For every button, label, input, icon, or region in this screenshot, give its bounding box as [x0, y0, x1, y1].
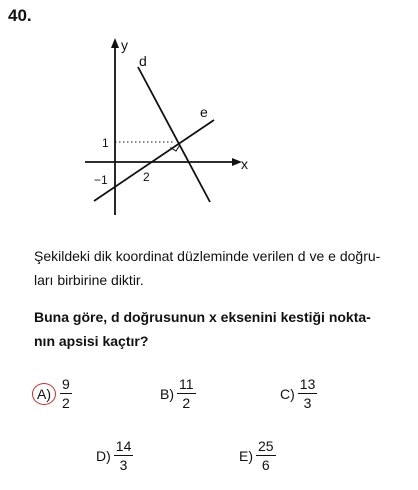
- option-a-fraction: [60, 376, 72, 411]
- option-d-denominator: 3: [119, 457, 128, 473]
- option-e-numerator: 25: [258, 438, 274, 454]
- line-e: [94, 120, 214, 201]
- option-a-denominator: 2: [62, 395, 70, 411]
- coordinate-figure: [0, 0, 418, 240]
- option-a-letter: A): [32, 383, 56, 405]
- question-stem: [34, 244, 404, 292]
- option-e-denominator: 6: [261, 457, 270, 473]
- y-axis-label: y: [121, 37, 128, 53]
- option-a[interactable]: [32, 376, 72, 411]
- tick-y-positive: 1: [102, 136, 109, 150]
- y-axis-arrow: [111, 38, 119, 48]
- option-d-fraction: [114, 438, 134, 473]
- option-d-numerator: 14: [115, 438, 132, 454]
- option-c-letter: C): [280, 385, 295, 402]
- option-b[interactable]: [160, 376, 196, 411]
- option-c-fraction: [298, 376, 318, 411]
- question-number: 40.: [8, 6, 32, 25]
- prompt-line-2: nın apsisi kaçtır?: [34, 333, 149, 349]
- option-d[interactable]: [96, 438, 133, 473]
- option-b-denominator: 2: [182, 395, 191, 411]
- prompt-line-1: Buna göre, d doğrusunun x eksenini kestiği nokta-: [34, 309, 371, 325]
- option-b-numerator: 11: [179, 376, 194, 392]
- option-d-letter: D): [96, 447, 111, 464]
- stem-line-1: Şekildeki dik koordinat düzleminde verilen d ve e doğru-: [34, 248, 381, 264]
- option-a-numerator: 9: [62, 376, 70, 392]
- question-prompt: [34, 305, 404, 353]
- tick-x: 2: [143, 170, 150, 184]
- option-e-letter: E): [239, 447, 253, 464]
- line-e-label: e: [200, 104, 208, 120]
- option-c-denominator: 3: [303, 395, 312, 411]
- option-b-fraction: [177, 376, 196, 411]
- tick-y-negative: −1: [94, 173, 108, 187]
- x-axis-label: x: [241, 156, 248, 172]
- option-c-numerator: 13: [299, 376, 316, 392]
- line-d-label: d: [139, 53, 147, 69]
- stem-line-2: ları birbirine diktir.: [34, 272, 144, 288]
- option-e-fraction: [256, 438, 276, 473]
- option-c[interactable]: [280, 376, 317, 411]
- option-b-letter: B): [160, 385, 174, 402]
- option-e[interactable]: [239, 438, 276, 473]
